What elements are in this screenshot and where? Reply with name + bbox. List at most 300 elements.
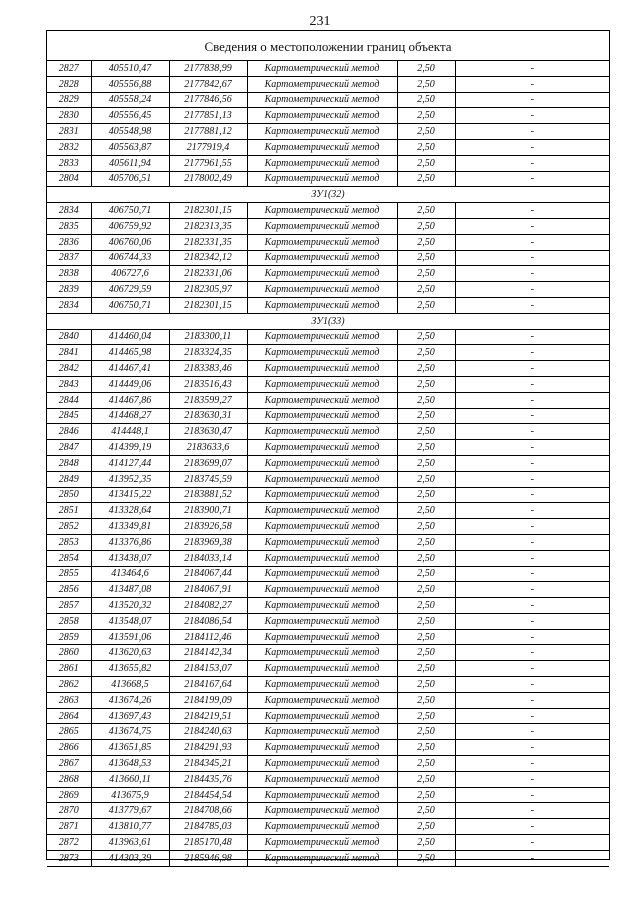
note-cell: - [455,92,609,108]
note-cell: - [455,376,609,392]
method-cell: Картометрический метод [247,787,397,803]
method-cell: Картометрический метод [247,329,397,345]
note-cell: - [455,803,609,819]
note-cell: - [455,424,609,440]
x-coordinate-cell: 414448,1 [91,424,169,440]
table-row [47,218,609,234]
method-cell: Картометрический метод [247,203,397,219]
accuracy-cell: 2,50 [397,471,455,487]
note-cell: - [455,171,609,187]
x-coordinate-cell: 406750,71 [91,297,169,313]
point-number-cell: 2840 [47,329,91,345]
x-coordinate-cell: 413952,35 [91,471,169,487]
point-number-cell: 2872 [47,835,91,851]
point-number-cell: 2867 [47,756,91,772]
method-cell: Картометрический метод [247,503,397,519]
note-cell: - [455,297,609,313]
note-cell: - [455,266,609,282]
point-number-cell: 2858 [47,613,91,629]
accuracy-cell: 2,50 [397,803,455,819]
table-row [47,76,609,92]
table-row [47,203,609,219]
table-row [47,582,609,598]
x-coordinate-cell: 414467,86 [91,392,169,408]
point-number-cell: 2868 [47,771,91,787]
x-coordinate-cell: 414460,04 [91,329,169,345]
y-coordinate-cell: 2182331,35 [169,234,247,250]
method-cell: Картометрический метод [247,124,397,140]
note-cell: - [455,250,609,266]
accuracy-cell: 2,50 [397,139,455,155]
y-coordinate-cell: 2182313,35 [169,218,247,234]
point-number-cell: 2836 [47,234,91,250]
y-coordinate-cell: 2184240,63 [169,724,247,740]
table-body [47,61,609,866]
method-cell: Картометрический метод [247,61,397,76]
accuracy-cell: 2,50 [397,345,455,361]
table-row [47,550,609,566]
note-cell: - [455,408,609,424]
table-row [47,819,609,835]
accuracy-cell: 2,50 [397,376,455,392]
note-cell: - [455,203,609,219]
note-cell: - [455,740,609,756]
x-coordinate-cell: 406727,6 [91,266,169,282]
y-coordinate-cell: 2183599,27 [169,392,247,408]
x-coordinate-cell: 414468,27 [91,408,169,424]
x-coordinate-cell: 405548,98 [91,124,169,140]
table-row [47,803,609,819]
y-coordinate-cell: 2183969,38 [169,534,247,550]
table-row [47,756,609,772]
point-number-cell: 2871 [47,819,91,835]
accuracy-cell: 2,50 [397,756,455,772]
method-cell: Картометрический метод [247,392,397,408]
table-row [47,266,609,282]
note-cell: - [455,76,609,92]
point-number-cell: 2862 [47,677,91,693]
accuracy-cell: 2,50 [397,108,455,124]
table-row [47,519,609,535]
point-number-cell: 2861 [47,661,91,677]
accuracy-cell: 2,50 [397,787,455,803]
point-number-cell: 2845 [47,408,91,424]
accuracy-cell: 2,50 [397,819,455,835]
method-cell: Картометрический метод [247,92,397,108]
y-coordinate-cell: 2183630,47 [169,424,247,440]
y-coordinate-cell: 2184142,34 [169,645,247,661]
point-number-cell: 2869 [47,787,91,803]
table-header: Сведения о местоположении границ объекта [47,31,609,61]
x-coordinate-cell: 413591,06 [91,629,169,645]
y-coordinate-cell: 2183745,59 [169,471,247,487]
accuracy-cell: 2,50 [397,566,455,582]
table-row [47,361,609,377]
method-cell: Картометрический метод [247,519,397,535]
accuracy-cell: 2,50 [397,724,455,740]
point-number-cell: 2837 [47,250,91,266]
y-coordinate-cell: 2183630,31 [169,408,247,424]
x-coordinate-cell: 405558,24 [91,92,169,108]
method-cell: Картометрический метод [247,487,397,503]
accuracy-cell: 2,50 [397,392,455,408]
accuracy-cell: 2,50 [397,503,455,519]
note-cell: - [455,771,609,787]
x-coordinate-cell: 405611,94 [91,155,169,171]
note-cell: - [455,139,609,155]
y-coordinate-cell: 2184167,64 [169,677,247,693]
point-number-cell: 2873 [47,850,91,866]
accuracy-cell: 2,50 [397,203,455,219]
point-number-cell: 2847 [47,440,91,456]
table-row [47,724,609,740]
coordinates-table [47,61,609,867]
note-cell: - [455,819,609,835]
accuracy-cell: 2,50 [397,692,455,708]
accuracy-cell: 2,50 [397,250,455,266]
method-cell: Картометрический метод [247,613,397,629]
point-number-cell: 2870 [47,803,91,819]
y-coordinate-cell: 2184708,66 [169,803,247,819]
y-coordinate-cell: 2184033,14 [169,550,247,566]
x-coordinate-cell: 413548,07 [91,613,169,629]
accuracy-cell: 2,50 [397,92,455,108]
note-cell: - [455,345,609,361]
y-coordinate-cell: 2177842,67 [169,76,247,92]
method-cell: Картометрический метод [247,803,397,819]
y-coordinate-cell: 2185170,48 [169,835,247,851]
x-coordinate-cell: 405556,45 [91,108,169,124]
x-coordinate-cell: 406759,92 [91,218,169,234]
point-number-cell: 2849 [47,471,91,487]
note-cell: - [455,487,609,503]
accuracy-cell: 2,50 [397,329,455,345]
note-cell: - [455,361,609,377]
point-number-cell: 2854 [47,550,91,566]
x-coordinate-cell: 413660,11 [91,771,169,787]
x-coordinate-cell: 413328,64 [91,503,169,519]
x-coordinate-cell: 405510,47 [91,61,169,76]
table-row [47,345,609,361]
table-row [47,61,609,76]
point-number-cell: 2832 [47,139,91,155]
y-coordinate-cell: 2177881,12 [169,124,247,140]
accuracy-cell: 2,50 [397,661,455,677]
accuracy-cell: 2,50 [397,613,455,629]
method-cell: Картометрический метод [247,234,397,250]
note-cell: - [455,61,609,76]
table-row [47,677,609,693]
table-row [47,250,609,266]
note-cell: - [455,550,609,566]
y-coordinate-cell: 2184454,54 [169,787,247,803]
note-cell: - [455,503,609,519]
note-cell: - [455,108,609,124]
accuracy-cell: 2,50 [397,266,455,282]
y-coordinate-cell: 2182342,12 [169,250,247,266]
method-cell: Картометрический метод [247,566,397,582]
method-cell: Картометрический метод [247,724,397,740]
y-coordinate-cell: 2184345,21 [169,756,247,772]
point-number-cell: 2852 [47,519,91,535]
x-coordinate-cell: 414467,41 [91,361,169,377]
accuracy-cell: 2,50 [397,408,455,424]
note-cell: - [455,708,609,724]
table-row [47,771,609,787]
accuracy-cell: 2,50 [397,771,455,787]
y-coordinate-cell: 2183633,6 [169,440,247,456]
point-number-cell: 2835 [47,218,91,234]
note-cell: - [455,850,609,866]
accuracy-cell: 2,50 [397,155,455,171]
x-coordinate-cell: 405563,87 [91,139,169,155]
accuracy-cell: 2,50 [397,629,455,645]
note-cell: - [455,787,609,803]
table-row [47,661,609,677]
point-number-cell: 2833 [47,155,91,171]
note-cell: - [455,566,609,582]
note-cell: - [455,724,609,740]
accuracy-cell: 2,50 [397,850,455,866]
note-cell: - [455,661,609,677]
table-row [47,835,609,851]
point-number-cell: 2848 [47,455,91,471]
table-row [47,850,609,866]
method-cell: Картометрический метод [247,819,397,835]
method-cell: Картометрический метод [247,692,397,708]
table-row [47,613,609,629]
note-cell: - [455,155,609,171]
method-cell: Картометрический метод [247,108,397,124]
point-number-cell: 2829 [47,92,91,108]
point-number-cell: 2834 [47,203,91,219]
x-coordinate-cell: 406744,33 [91,250,169,266]
note-cell: - [455,629,609,645]
y-coordinate-cell: 2177961,55 [169,155,247,171]
x-coordinate-cell: 414399,19 [91,440,169,456]
note-cell: - [455,519,609,535]
note-cell: - [455,282,609,298]
table-row [47,92,609,108]
y-coordinate-cell: 2177838,99 [169,61,247,76]
point-number-cell: 2843 [47,376,91,392]
y-coordinate-cell: 2185946,98 [169,850,247,866]
method-cell: Картометрический метод [247,408,397,424]
note-cell: - [455,471,609,487]
y-coordinate-cell: 2183926,58 [169,519,247,535]
accuracy-cell: 2,50 [397,124,455,140]
method-cell: Картометрический метод [247,598,397,614]
accuracy-cell: 2,50 [397,361,455,377]
method-cell: Картометрический метод [247,645,397,661]
point-number-cell: 2838 [47,266,91,282]
y-coordinate-cell: 2183516,43 [169,376,247,392]
accuracy-cell: 2,50 [397,582,455,598]
method-cell: Картометрический метод [247,677,397,693]
method-cell: Картометрический метод [247,455,397,471]
y-coordinate-cell: 2184082,27 [169,598,247,614]
note-cell: - [455,677,609,693]
table-row [47,740,609,756]
accuracy-cell: 2,50 [397,677,455,693]
note-cell: - [455,455,609,471]
x-coordinate-cell: 414449,06 [91,376,169,392]
note-cell: - [455,613,609,629]
note-cell: - [455,124,609,140]
point-number-cell: 2856 [47,582,91,598]
point-number-cell: 2857 [47,598,91,614]
y-coordinate-cell: 2183383,46 [169,361,247,377]
note-cell: - [455,392,609,408]
y-coordinate-cell: 2183900,71 [169,503,247,519]
y-coordinate-cell: 2184067,44 [169,566,247,582]
section-label: ЗУ1(32) [47,187,609,203]
note-cell: - [455,218,609,234]
y-coordinate-cell: 2184291,93 [169,740,247,756]
x-coordinate-cell: 413620,63 [91,645,169,661]
x-coordinate-cell: 405556,88 [91,76,169,92]
x-coordinate-cell: 413415,22 [91,487,169,503]
point-number-cell: 2855 [47,566,91,582]
point-number-cell: 2863 [47,692,91,708]
y-coordinate-cell: 2184153,07 [169,661,247,677]
point-number-cell: 2850 [47,487,91,503]
table-row [47,392,609,408]
y-coordinate-cell: 2184435,76 [169,771,247,787]
x-coordinate-cell: 413674,26 [91,692,169,708]
note-cell: - [455,645,609,661]
table-row [47,787,609,803]
x-coordinate-cell: 413487,08 [91,582,169,598]
x-coordinate-cell: 414303,39 [91,850,169,866]
x-coordinate-cell: 413675,9 [91,787,169,803]
method-cell: Картометрический метод [247,550,397,566]
method-cell: Картометрический метод [247,76,397,92]
table-row [47,408,609,424]
method-cell: Картометрический метод [247,218,397,234]
table-row [47,139,609,155]
accuracy-cell: 2,50 [397,740,455,756]
accuracy-cell: 2,50 [397,282,455,298]
y-coordinate-cell: 2182301,15 [169,203,247,219]
accuracy-cell: 2,50 [397,487,455,503]
note-cell: - [455,756,609,772]
note-cell: - [455,440,609,456]
table-row [47,692,609,708]
y-coordinate-cell: 2182331,06 [169,266,247,282]
y-coordinate-cell: 2184067,91 [169,582,247,598]
method-cell: Картометрический метод [247,424,397,440]
table-row [47,645,609,661]
y-coordinate-cell: 2183699,07 [169,455,247,471]
table-row [47,234,609,250]
y-coordinate-cell: 2183881,52 [169,487,247,503]
accuracy-cell: 2,50 [397,440,455,456]
method-cell: Картометрический метод [247,771,397,787]
accuracy-cell: 2,50 [397,835,455,851]
x-coordinate-cell: 406729,59 [91,282,169,298]
accuracy-cell: 2,50 [397,645,455,661]
table-row [47,424,609,440]
note-cell: - [455,692,609,708]
point-number-cell: 2866 [47,740,91,756]
point-number-cell: 2844 [47,392,91,408]
note-cell: - [455,329,609,345]
accuracy-cell: 2,50 [397,455,455,471]
y-coordinate-cell: 2177919,4 [169,139,247,155]
x-coordinate-cell: 413779,67 [91,803,169,819]
x-coordinate-cell: 413464,6 [91,566,169,582]
x-coordinate-cell: 413674,75 [91,724,169,740]
method-cell: Картометрический метод [247,171,397,187]
table-row [47,282,609,298]
x-coordinate-cell: 405706,51 [91,171,169,187]
table-row [47,155,609,171]
x-coordinate-cell: 413655,82 [91,661,169,677]
accuracy-cell: 2,50 [397,424,455,440]
coordinates-table-frame [46,30,610,864]
method-cell: Картометрический метод [247,582,397,598]
section-row [47,313,609,329]
y-coordinate-cell: 2183300,11 [169,329,247,345]
x-coordinate-cell: 413438,07 [91,550,169,566]
point-number-cell: 2864 [47,708,91,724]
y-coordinate-cell: 2177846,56 [169,92,247,108]
table-row [47,108,609,124]
accuracy-cell: 2,50 [397,598,455,614]
page-number: 231 [309,14,331,29]
method-cell: Картометрический метод [247,376,397,392]
note-cell: - [455,582,609,598]
accuracy-cell: 2,50 [397,297,455,313]
point-number-cell: 2839 [47,282,91,298]
point-number-cell: 2859 [47,629,91,645]
accuracy-cell: 2,50 [397,76,455,92]
method-cell: Картометрический метод [247,661,397,677]
accuracy-cell: 2,50 [397,234,455,250]
method-cell: Картометрический метод [247,250,397,266]
table-row [47,171,609,187]
x-coordinate-cell: 413697,43 [91,708,169,724]
point-number-cell: 2831 [47,124,91,140]
note-cell: - [455,835,609,851]
y-coordinate-cell: 2183324,35 [169,345,247,361]
point-number-cell: 2827 [47,61,91,76]
table-row [47,471,609,487]
x-coordinate-cell: 413963,61 [91,835,169,851]
accuracy-cell: 2,50 [397,708,455,724]
table-row [47,598,609,614]
y-coordinate-cell: 2184219,51 [169,708,247,724]
section-row [47,187,609,203]
method-cell: Картометрический метод [247,708,397,724]
point-number-cell: 2853 [47,534,91,550]
y-coordinate-cell: 2178002,49 [169,171,247,187]
method-cell: Картометрический метод [247,629,397,645]
table-row [47,455,609,471]
point-number-cell: 2841 [47,345,91,361]
method-cell: Картометрический метод [247,850,397,866]
accuracy-cell: 2,50 [397,519,455,535]
point-number-cell: 2860 [47,645,91,661]
x-coordinate-cell: 414465,98 [91,345,169,361]
method-cell: Картометрический метод [247,155,397,171]
table-row [47,534,609,550]
method-cell: Картометрический метод [247,440,397,456]
point-number-cell: 2828 [47,76,91,92]
x-coordinate-cell: 413810,77 [91,819,169,835]
method-cell: Картометрический метод [247,266,397,282]
